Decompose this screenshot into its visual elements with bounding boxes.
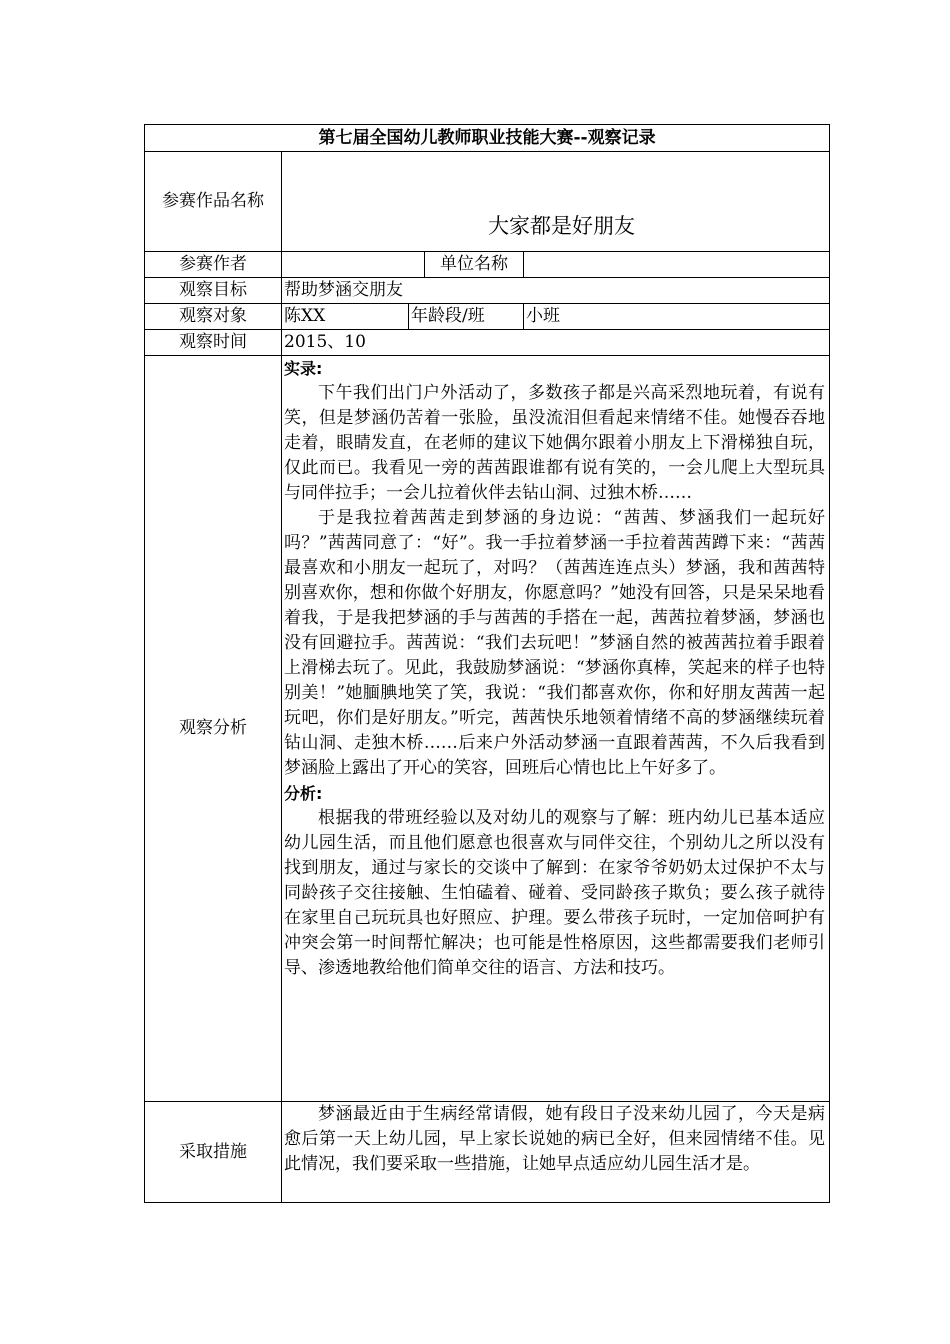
observation-record-table	[144, 124, 830, 1203]
author-value	[282, 252, 425, 278]
time-label: 观察时间	[145, 330, 282, 356]
subject-label: 观察对象	[145, 304, 282, 330]
time-value: 2015、10	[282, 330, 830, 356]
age-group-label: 年龄段/班	[409, 304, 524, 330]
subject-value: 陈XX	[282, 304, 409, 330]
work-name-label: 参赛作品名称	[145, 152, 282, 252]
work-name-cell	[282, 152, 830, 252]
observation-label: 观察分析	[145, 356, 282, 1102]
measures-paragraph: 梦涵最近由于生病经常请假，她有段日子没来幼儿园了，今天是病愈后第一天上幼儿园，早上家长说她的病已全好，但来园情绪不佳。见此情况，我们要采取一些措施，让她早点适应幼儿园生活才是。	[284, 1104, 826, 1174]
record-paragraph: 下午我们出门户外活动了，多数孩子都是兴高采烈地玩着，有说有笑，但是梦涵仍苦着一张脸，虽没流泪但看起来情绪不佳。她慢吞吞地走着，眼睛发直，在老师的建议下她偶尔跟着小朋友上下滑梯独自玩，仅此而已。我看见一旁的茜茜跟谁都有说有笑的，一会儿爬上大型玩具与同伴拉手；一会儿拉着伙伴去钻山洞、过独木桥……	[284, 383, 826, 503]
goal-label: 观察目标	[145, 278, 282, 304]
work-name-value: 大家都是好朋友	[488, 214, 635, 238]
author-label: 参赛作者	[145, 252, 282, 278]
unit-value	[524, 252, 830, 278]
record-paragraph: 于是我拉着茜茜走到梦涵的身边说：“茜茜、梦涵我们一起玩好吗？”茜茜同意了：“好”。我一手拉着梦涵一手拉着茜茜蹲下来：“茜茜最喜欢和小朋友一起玩了，对吗？（茜茜连连点头）梦涵，我和茜茜特别喜欢你，想和你做个好朋友，你愿意吗？”她没有回答，只是呆呆地看着我，于是我把梦涵的手与茜茜的手搭在一起，茜茜拉着梦涵，梦涵也没有回避拉手。茜茜说：“我们去玩吧！”梦涵自然的被茜茜拉着手跟着上滑梯去玩了。见此，我鼓励梦涵说：“梦涵你真棒，笑起来的样子也特别美！”她腼腆地笑了笑，我说：“我们都喜欢你，你和好朋友茜茜一起玩吧，你们是好朋友。”听完，茜茜快乐地领着情绪不高的梦涵继续玩着钻山洞、走独木桥……后来户外活动梦涵一直跟着茜茜，不久后我看到梦涵脸上露出了开心的笑容，回班后心情也比上午好多了。	[284, 508, 826, 778]
observation-content	[282, 356, 830, 1102]
analysis-paragraph: 根据我的带班经验以及对幼儿的观察与了解：班内幼儿已基本适应幼儿园生活，而且他们愿意也很喜欢与同伴交往，个别幼儿之所以没有找到朋友，通过与家长的交谈中了解到：在家爷爷奶奶太过保护不太与同龄孩子交往接触、生怕磕着、碰着、受同龄孩子欺负；要么孩子就待在家里自己玩玩具也好照应、护理。要么带孩子玩时，一定加倍呵护有冲突会第一时间帮忙解决；也可能是性格原因，这些都需要我们老师引导、渗透地教给他们简单交往的语言、方法和技巧。	[284, 808, 826, 978]
analysis-heading: 分析:	[284, 784, 323, 803]
record-heading: 实录:	[284, 359, 323, 378]
measures-label: 采取措施	[145, 1102, 282, 1203]
unit-label: 单位名称	[425, 252, 524, 278]
form-title: 第七届全国幼儿教师职业技能大赛--观察记录	[145, 125, 830, 152]
goal-value: 帮助梦涵交朋友	[282, 278, 830, 304]
age-group-value: 小班	[524, 304, 830, 330]
measures-content	[282, 1102, 830, 1203]
